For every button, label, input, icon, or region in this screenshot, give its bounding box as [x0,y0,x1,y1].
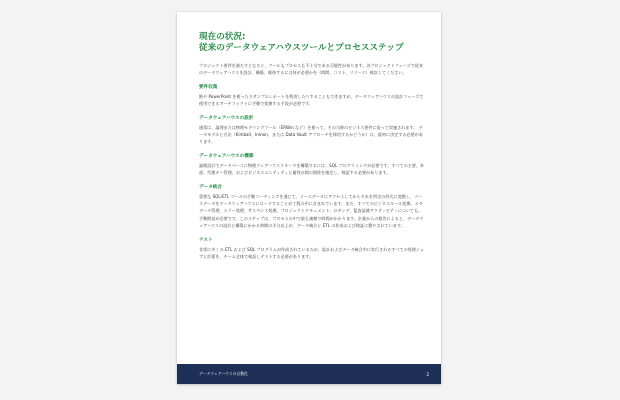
section-build [199,153,425,177]
section-body: 重要な SQL/ETL ツールの手動コーディングを通じて、ソースデータにアクセスしてからそれを所定の形式に変換し、ソースデータをデータウェアハウスにロードすることが工程の中に含まれています。また、すべてのビジネスルール変換、メタデータ管理、エラー処理、サスペンス処理、プロジェクトドキュメント、ロギング、監査証跡アクティビティについても、手動開発が必要です。このステップは、プロセスの中で最も複雑で時間がかかります。企業からの報告によると、データウェアハウスの設計と構築にかかる時間の半分以上が、データ統合と ETL の作成および検証に費やされています。 [199,193,424,229]
intro-paragraph: プロジェクト要件を満たすとなると、ツールもプロセスも不十分である可能性があります。各プロジェクトフェーズで従来のデータウェアハウスを設計、構築、維持するには何が必要かを（時間、コスト、リソース）検討してください。 [199,63,424,76]
section-heading: データウェアハウスの構築 [199,153,254,159]
section-body: 論理設計でデータベースに物理ウェアハウススキーマを構築するには、SQL プログラミングが必要です。すべての主要、外部、代理キー管理、およびビジネスエンティティと属性の間の関係を指定し、検証する必要があります。 [199,162,425,176]
section-body: 非常に多くの ETL および SQL プログラムが作成されているため、設計およびデータ統合中に実行されるすべての処理ジョブと計算を、チーム全体で検証しテストする必要があります。 [199,246,424,260]
section-body: 紙や PowerPoint を使ったりサンプルレポートを利用したりすることもできますが、データウェアハウスの設計フェーズで使用できるアーチファクトに手動で変換する手段が必要です。 [199,93,424,107]
section-heading: データ統合 [199,184,222,190]
section-requirements [199,84,425,108]
footer-title: データウェアハウスの自動化 [199,371,248,376]
page-footer [177,364,441,384]
section-heading: データウェアハウスの設計 [199,115,254,121]
page-title [199,32,425,54]
section-testing [199,237,425,261]
page-number: 2 [426,371,429,377]
page-title-line-1: 現在の状況: [199,32,246,42]
page-content [199,32,425,261]
section-data-integration [199,184,425,230]
page-title-line-2: 従来のデータウェアハウスツールとプロセスステップ [199,43,404,53]
section-body: 通常は、論理または物理モデリングツール（ERWin など）を使って、その当時のビジネス要件に従って実施されます。 データモデルと方法（Kimball、Inmon、または Data Vault アプローチを採用するかどうか）は、最初に決定する必要があります。 [199,124,423,145]
section-heading: 要件収集 [199,84,218,90]
section-design [199,115,425,146]
document-page [177,12,441,384]
section-heading: テスト [199,237,213,243]
